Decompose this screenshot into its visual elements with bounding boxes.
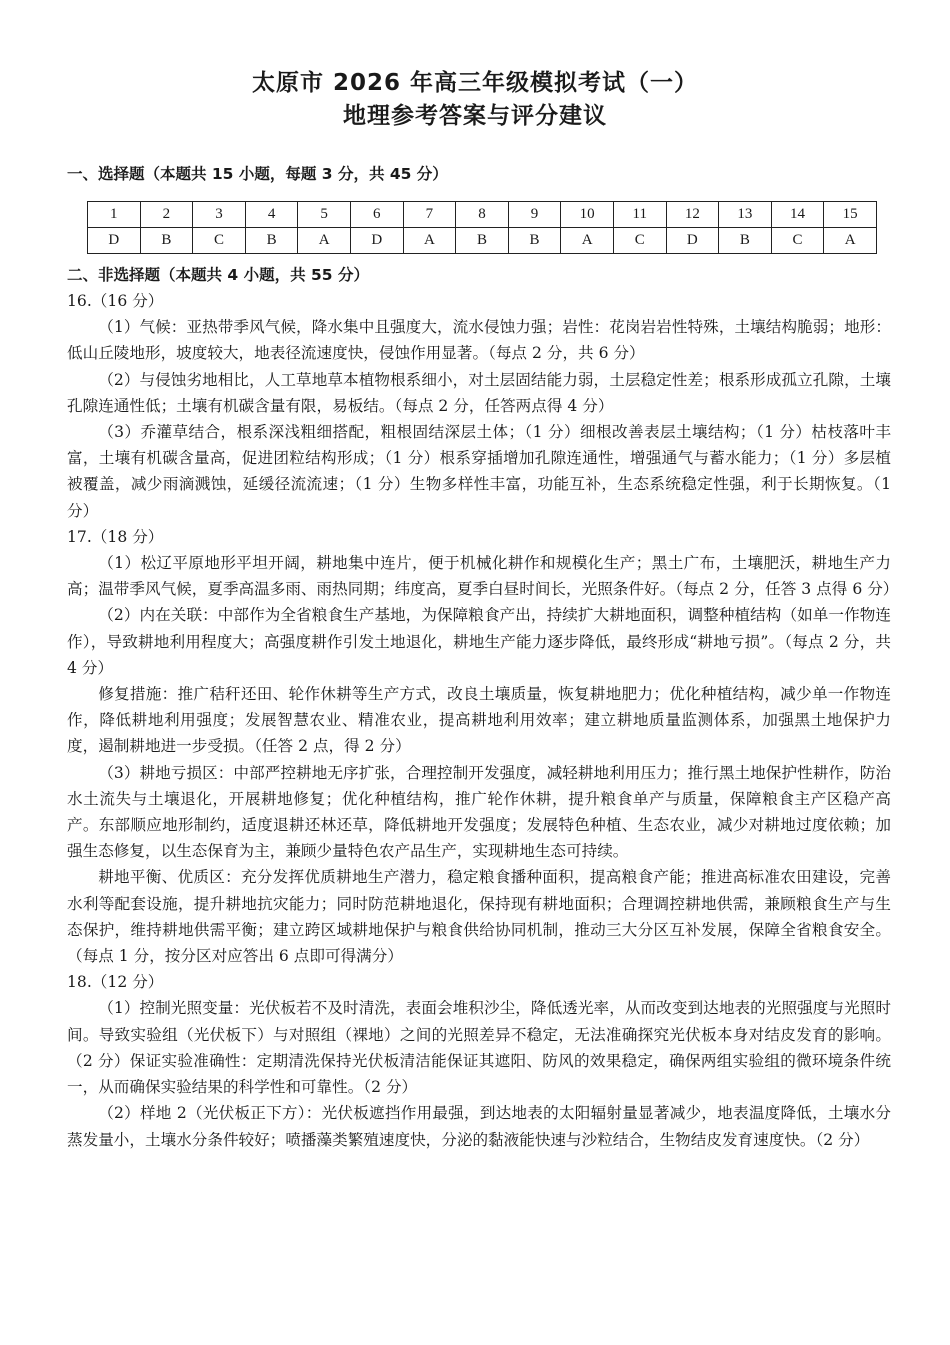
answer-letter: B (719, 228, 772, 254)
question-number: 7 (403, 202, 456, 228)
answer-letter: C (771, 228, 824, 254)
question-number: 12 (666, 202, 719, 228)
question-number: 11 (613, 202, 666, 228)
q17-part3-answer: （3）耕地亏损区：中部严控耕地无序扩张，合理控制开发强度，减轻耕地利用压力；推行黑土地保护性耕作，防治水土流失与土壤退化，开展耕地修复；优化种植结构，推广轮作休耕，提升粮食单产与质量，保障粮食主产区稳产高产。东部顺应地形制约，适度退耕还林还草，降低耕地开发强度；发展特色种植、生态农业，减少对耕地过度依赖；加强生态修复，以生态保育为主，兼顾少量特色农产品生产，实现耕地生态可持续。 (67, 763, 891, 861)
q18-part2-answer: （2）样地 2（光伏板正下方）：光伏板遮挡作用最强，到达地表的太阳辐射量显著减少，地表温度降低，土壤水分蒸发量小，土壤水分条件较好；喷播藻类繁殖速度快，分泌的黏液能快速与沙粒结合，生物结皮发育速度快。（2 分） (67, 1104, 891, 1149)
question-number: 5 (298, 202, 351, 228)
answer-letter: B (140, 228, 193, 254)
question-number: 8 (456, 202, 509, 228)
answer-letter: A (561, 228, 614, 254)
question-number-row (88, 202, 877, 228)
q18-part1-answer: （1）控制光照变量：光伏板若不及时清洗，表面会堆积沙尘，降低透光率，从而改变到达地表的光照强度与光照时间。导致实验组（光伏板下）与对照组（裸地）之间的光照差异不稳定，无法准确探究光伏板本身对结皮发育的影响。（2 分）保证实验准确性：定期清洗保持光伏板清洁能保证其遮阳、防风的效果稳定，确保两组实验组的微环境条件统一，从而确保实验结果的科学性和可靠性。（2 分） (67, 999, 891, 1097)
question-16-heading: 16.（16 分） (67, 292, 164, 310)
question-number: 9 (508, 202, 561, 228)
q17-part2-measures: 修复措施：推广秸秆还田、轮作休耕等生产方式，改良土壤质量，恢复耕地肥力；优化种植结构，减少单一作物连作，降低耕地利用强度；发展智慧农业、精准农业，提高耕地利用效率；建立耕地质量监测体系，加强黑土地保护力度，遏制耕地进一步受损。（任答 2 点，得 2 分） (67, 685, 891, 756)
q16-part2-answer: （2）与侵蚀劣地相比，人工草地草本植物根系细小，对土层固结能力弱，土层稳定性差；根系形成孤立孔隙，土壤孔隙连通性低；土壤有机碳含量有限，易板结。（每点 2 分，任答两点得 4 分） (67, 370, 891, 415)
exam-subtitle: 地理参考答案与评分建议 (343, 103, 607, 129)
question-number: 1 (88, 202, 141, 228)
question-number: 3 (193, 202, 246, 228)
answer-letter: D (350, 228, 403, 254)
answer-letter: C (193, 228, 246, 254)
answer-letter: C (613, 228, 666, 254)
question-number: 13 (719, 202, 772, 228)
answer-letter: A (824, 228, 877, 254)
question-number: 4 (245, 202, 298, 228)
q16-part3-answer: （3）乔灌草结合，根系深浅粗细搭配，粗根固结深层土体；（1 分）细根改善表层土壤结构；（1 分）枯枝落叶丰富，土壤有机碳含量高，促进团粒结构形成；（1 分）根系穿插增加孔隙连通性，增强通气与蓄水能力；（1 分）多层植被覆盖，减少雨滴溅蚀，延缓径流流速；（1 分）生物多样性丰富，功能互补，生态系统稳定性强，利于长期恢复。（1 分） (67, 423, 891, 520)
answer-letter: A (403, 228, 456, 254)
question-number: 15 (824, 202, 877, 228)
q16-part1-answer: （1）气候：亚热带季风气候，降水集中且强度大，流水侵蚀力强；岩性：花岗岩岩性特殊，土壤结构脆弱；地形：低山丘陵地形，坡度较大，地表径流速度快，侵蚀作用显著。（每点 2 分，共 6 分） (67, 318, 891, 363)
q17-part2-answer: （2）内在关联：中部作为全省粮食生产基地，为保障粮食产出，持续扩大耕地面积，调整种植结构（如单一作物连作），导致耕地利用程度大；高强度耕作引发土地退化，耕地生产能力逐步降低，最终形成“耕地亏损”。（每点 2 分，共 4 分） (67, 606, 891, 677)
question-number: 14 (771, 202, 824, 228)
section1-heading: 一、选择题（本题共 15 小题，每题 3 分，共 45 分） (67, 165, 448, 183)
question-number: 10 (561, 202, 614, 228)
section2-heading: 二、非选择题（本题共 4 小题，共 55 分） (67, 266, 369, 284)
choice-answer-table (87, 201, 877, 254)
question-number: 2 (140, 202, 193, 228)
answer-letter-row (88, 228, 877, 254)
answer-letter: B (508, 228, 561, 254)
question-17-heading: 17.（18 分） (67, 527, 164, 546)
answer-letter: A (298, 228, 351, 254)
question-18-heading: 18.（12 分） (67, 973, 164, 992)
answer-body (67, 288, 899, 1153)
q17-part1-answer: （1）松辽平原地形平坦开阔，耕地集中连片，便于机械化耕作和规模化生产；黑土广布，土壤肥沃，耕地生产力高；温带季风气候，夏季高温多雨、雨热同期；纬度高，夏季白昼时间长，光照条件好。（每点 2 分，任答 3 点得 6 分） (67, 554, 899, 599)
question-number: 6 (350, 202, 403, 228)
answer-letter: B (245, 228, 298, 254)
q17-part3-balanced-zone: 耕地平衡、优质区：充分发挥优质耕地生产潜力，稳定粮食播种面积，提高粮食产能；推进高标准农田建设，完善水利等配套设施，提升耕地抗灾能力；同时防范耕地退化，保持现有耕地面积；合理调控耕地供需，兼顾粮食生产与生态保护，维持耕地供需平衡；建立跨区域耕地保护与粮食供给协同机制，推动三大分区互补发展，保障全省粮食安全。（每点 1 分，按分区对应答出 6 点即可得满分） (67, 868, 891, 966)
exam-title: 太原市 2026 年高三年级模拟考试（一） (251, 70, 699, 96)
answer-letter: D (666, 228, 719, 254)
answer-letter: B (456, 228, 509, 254)
answer-letter: D (88, 228, 141, 254)
